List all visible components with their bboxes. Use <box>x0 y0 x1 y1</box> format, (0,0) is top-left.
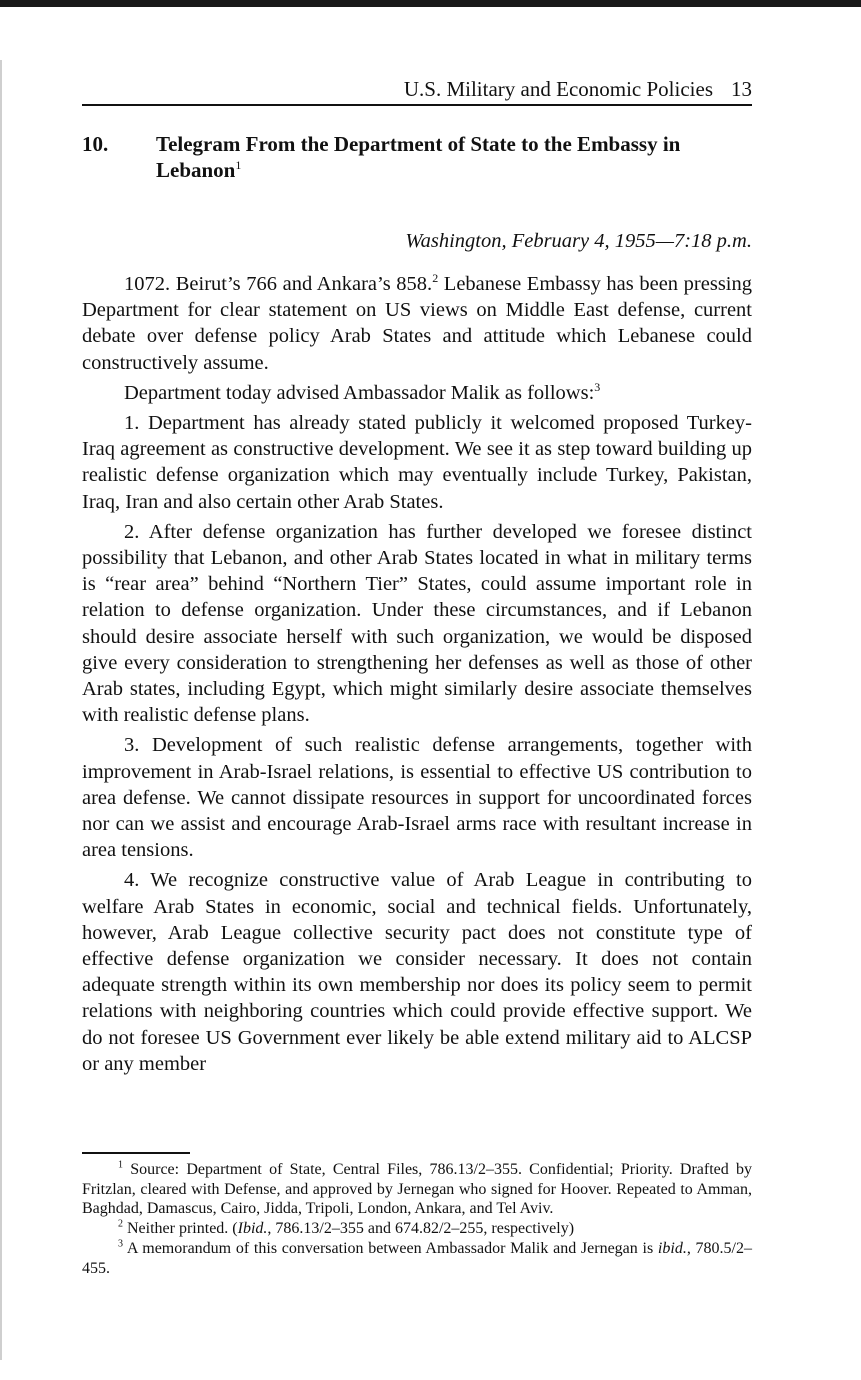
footnote-2 <box>82 1219 752 1239</box>
document-heading <box>82 131 752 183</box>
document-title-text: Telegram From the Department of State to the Embassy in Lebanon <box>156 132 681 182</box>
footnote-2-mark: 2 <box>118 1218 123 1230</box>
paragraph-point-1: 1. Department has already stated publicly it welcomed proposed Turkey-Iraq agreement as constructive development. We see it as step toward building up realistic defense organization which may eventually include Turkey, Pakistan, Iraq, Iran and also certain other Arab States. <box>82 412 752 513</box>
footnote-1-text: Source: Department of State, Central Files, 786.13/2–355. Confidential; Priority. Drafted by Fritzlan, cleared with Defense, and approved by Jernegan who signed for Hoover. Repeated to Amman, Baghdad, Damascus, Cairo, Jidda, Tripoli, London, Ankara, and Tel Aviv. <box>82 1161 752 1218</box>
paragraph-advised <box>82 380 752 406</box>
footnote-3-mark: 3 <box>118 1238 123 1250</box>
document-number: 10. <box>82 132 109 156</box>
paragraph-intro-a: 1072. Beirut’s 766 and Ankara’s 858. <box>124 273 433 295</box>
paragraph-intro-b: Lebanese Embassy has been pressing Department for clear statement on US views on Middle East defense, current debate over defense policy Arab States and attitude which Lebanese could constructively assume. <box>82 273 752 374</box>
paragraph-advised-text: Department today advised Ambassador Malik as follows: <box>124 381 595 404</box>
footnote-2-text-b: , 786.13/2–355 and 674.82/2–255, respectively) <box>267 1220 575 1238</box>
page-left-edge <box>0 60 2 1360</box>
footnote-2-text-a: Neither printed. ( <box>123 1220 238 1238</box>
paragraph-point-3: 3. Development of such realistic defense arrangements, together with improvement in Arab-Israel relations, is essential to effective US contribution to area defense. We cannot dissipate resources in support for uncoordinated forces nor can we assist and encourage Arab-Israel arms race with resultant increase in area tensions. <box>82 734 752 862</box>
document-title <box>156 131 752 183</box>
telegram-body <box>82 271 752 1081</box>
running-head-title: U.S. Military and Economic Policies <box>403 77 713 101</box>
page-number: 13 <box>731 77 752 101</box>
footnote-1-mark: 1 <box>118 1159 123 1171</box>
page-top-edge <box>0 0 861 7</box>
paragraph-point-2: 2. After defense organization has further developed we foresee distinct possibility that Lebanon, and other Arab States located in what in military terms is “rear area” behind “Northern Tier” States, could assume important role in relation to defense organization. Under these circumstances, and if Lebanon should desire associate herself with such organization, we would be disposed give every consideration to strengthening her defenses as well as those of other Arab states, including Egypt, which might similarly desire associate themselves with realistic defense plans. <box>82 520 752 727</box>
footnote-2-ibid: Ibid. <box>237 1220 268 1238</box>
paragraph-intro <box>82 271 752 376</box>
footnote-3-text-a: A memorandum of this conversation between Ambassador Malik and Jernegan is <box>123 1239 658 1257</box>
footnote-3-ibid: ibid. <box>657 1239 687 1257</box>
dateline: Washington, February 4, 1955—7:18 p.m. <box>405 230 752 252</box>
footnote-3 <box>82 1239 752 1278</box>
footnote-3-text-b: , 780.5/2–455. <box>82 1239 752 1277</box>
footnote-1 <box>82 1160 752 1219</box>
footnotes <box>82 1160 752 1278</box>
paragraph-point-4: 4. We recognize constructive value of Arab League in contributing to welfare Arab States in economic, social and technical fields. Unfortunately, however, Arab League collective security pact does not constitute type of effective defense organization we consider necessary. It does not contain adequate strength within its own membership nor does its policy seem to permit relations with neighboring countries which could provide effective support. We do not foresee US Government ever likely be able extend military aid to ALCSP or any member <box>82 869 752 1075</box>
footnote-ref-2: 2 <box>432 271 439 286</box>
running-head <box>82 76 752 106</box>
footnote-rule <box>82 1152 190 1154</box>
footnote-ref-3: 3 <box>594 379 601 394</box>
footnote-ref-1: 1 <box>235 158 242 172</box>
